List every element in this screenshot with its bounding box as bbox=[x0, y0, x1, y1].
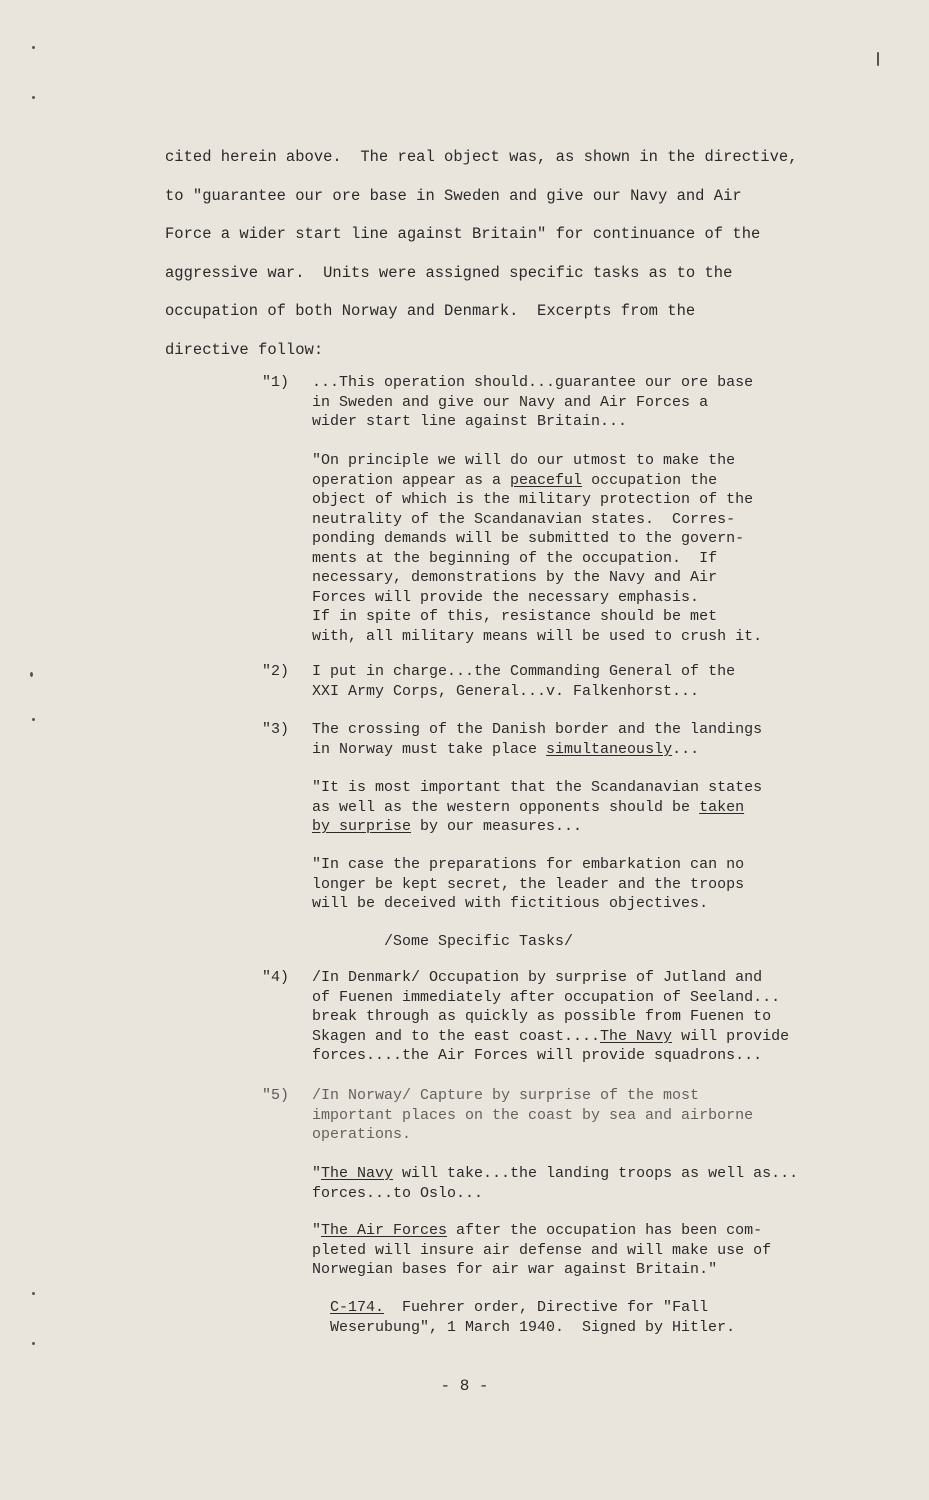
item-3-paragraph-3 bbox=[312, 855, 744, 914]
item-2-text bbox=[312, 662, 735, 701]
underlined-text: The Air Forces bbox=[321, 1222, 448, 1239]
item-number: "3) bbox=[262, 721, 290, 738]
margin-speck bbox=[32, 46, 35, 49]
text-span: Skagen and to the east coast.... bbox=[312, 1027, 601, 1045]
quote-line: The crossing of the Danish border and the landings bbox=[312, 721, 763, 738]
item-1-paragraph-2 bbox=[312, 451, 762, 646]
text-span: after the occupation has been com- bbox=[447, 1222, 763, 1239]
quote-line: with, all military means will be used to crush it. bbox=[312, 627, 763, 645]
quote-line bbox=[312, 471, 762, 491]
underlined-text: The Navy bbox=[321, 1165, 394, 1182]
quote-line: Weserubung", 1 March 1940. Signed by Hitler. bbox=[330, 1318, 736, 1336]
item-number: "4) bbox=[262, 969, 290, 986]
quote-line: Forces will provide the necessary emphasis. bbox=[312, 588, 700, 606]
intro-line: cited herein above. The real object was, as shown in the directive, bbox=[165, 148, 798, 166]
quote-line: neutrality of the Scandanavian states. Corres- bbox=[312, 510, 736, 528]
quote-line: I put in charge...the Commanding General of the bbox=[312, 663, 736, 680]
margin-speck bbox=[877, 52, 879, 66]
text-span: operation appear as a bbox=[312, 471, 511, 489]
text-span: will take...the landing troops as well as... bbox=[393, 1165, 799, 1182]
quote-line: "On principle we will do our utmost to make the bbox=[312, 452, 736, 469]
quote-line: If in spite of this, resistance should be met bbox=[312, 608, 718, 625]
page-number: - 8 - bbox=[440, 1377, 489, 1395]
quote-line: XXI Army Corps, General...v. Falkenhorst... bbox=[312, 682, 700, 700]
item-1-text bbox=[312, 373, 753, 432]
item-number: "1) bbox=[262, 374, 290, 391]
intro-line: directive follow: bbox=[165, 340, 324, 359]
quote-line bbox=[312, 1027, 789, 1047]
quote-line bbox=[312, 740, 762, 760]
quote-line: "It is most important that the Scandanavian states bbox=[312, 779, 763, 796]
text-span: in Norway must take place bbox=[312, 740, 547, 758]
quote-line: important places on the coast by sea and airborne bbox=[312, 1106, 754, 1124]
text-span: as well as the western opponents should be bbox=[312, 798, 700, 816]
underlined-text: The Navy bbox=[600, 1027, 673, 1045]
quote-line: in Sweden and give our Navy and Air Forces a bbox=[312, 393, 709, 411]
text-span: by our measures... bbox=[411, 818, 583, 835]
quote-line: ments at the beginning of the occupation. If bbox=[312, 549, 718, 567]
section-heading: /Some Specific Tasks/ bbox=[384, 933, 574, 950]
item-5-paragraph-2 bbox=[312, 1164, 798, 1203]
quote-line: of Fuenen immediately after occupation of Seeland... bbox=[312, 988, 781, 1006]
quote-line: operations. bbox=[312, 1126, 412, 1143]
margin-speck bbox=[32, 1292, 35, 1295]
item-5-text bbox=[312, 1086, 753, 1145]
margin-speck bbox=[32, 718, 35, 721]
citation-ref: C-174. bbox=[330, 1299, 385, 1316]
text-span: ... bbox=[672, 740, 700, 758]
text-span: occupation the bbox=[582, 471, 718, 489]
quote-line: wider start line against Britain... bbox=[312, 413, 628, 430]
quote-line bbox=[312, 798, 762, 818]
item-4-text bbox=[312, 968, 789, 1066]
item-number: "5) bbox=[262, 1087, 290, 1104]
underlined-text: taken bbox=[699, 798, 745, 816]
citation bbox=[330, 1298, 735, 1337]
item-number: "2) bbox=[262, 663, 290, 680]
intro-line: to "guarantee our ore base in Sweden and give our Navy and Air bbox=[165, 186, 742, 205]
underlined-text: peaceful bbox=[510, 471, 583, 489]
quote-line: "In case the preparations for embarkation can no bbox=[312, 856, 745, 873]
quote-line: break through as quickly as possible from Fuenen to bbox=[312, 1008, 772, 1025]
intro-line: aggressive war. Units were assigned specific tasks as to the bbox=[165, 263, 733, 282]
text-span: will provide bbox=[672, 1027, 790, 1045]
quote-line: will be deceived with fictitious objectives. bbox=[312, 895, 709, 912]
quote-line: pleted will insure air defense and will make use of bbox=[312, 1241, 772, 1259]
quote-line: forces...to Oslo... bbox=[312, 1184, 484, 1202]
item-3-text bbox=[312, 720, 762, 759]
underlined-text: simultaneously bbox=[546, 740, 673, 758]
quote-line: longer be kept secret, the leader and the troops bbox=[312, 875, 745, 893]
quote-line bbox=[330, 1298, 735, 1318]
quote-line: ...This operation should...guarantee our ore base bbox=[312, 374, 754, 391]
quote-line: ponding demands will be submitted to the govern- bbox=[312, 530, 745, 547]
quote-line: forces....the Air Forces will provide squadrons... bbox=[312, 1047, 763, 1064]
item-3-paragraph-2 bbox=[312, 778, 762, 837]
quote-line bbox=[312, 1164, 798, 1184]
margin-speck bbox=[32, 1342, 35, 1345]
quote-line: object of which is the military protection of the bbox=[312, 491, 754, 508]
text-span: " bbox=[312, 1222, 322, 1239]
text-span: Fuehrer order, Directive for "Fall bbox=[384, 1299, 709, 1316]
quote-line bbox=[312, 817, 762, 837]
underlined-text: by surprise bbox=[312, 818, 412, 835]
quote-line: necessary, demonstrations by the Navy and Air bbox=[312, 569, 718, 586]
text-span: " bbox=[312, 1165, 322, 1182]
quote-line bbox=[312, 1221, 771, 1241]
intro-line: occupation of both Norway and Denmark. Excerpts from the bbox=[165, 302, 696, 320]
margin-speck bbox=[30, 672, 33, 677]
item-5-paragraph-3 bbox=[312, 1221, 771, 1280]
intro-line: Force a wider start line against Britain" for continuance of the bbox=[165, 225, 761, 243]
quote-line: /In Denmark/ Occupation by surprise of Jutland and bbox=[312, 969, 763, 986]
margin-speck bbox=[32, 96, 35, 99]
quote-line: /In Norway/ Capture by surprise of the most bbox=[312, 1087, 700, 1104]
quote-line: Norwegian bases for air war against Britain." bbox=[312, 1261, 718, 1278]
intro-paragraph bbox=[165, 138, 865, 369]
